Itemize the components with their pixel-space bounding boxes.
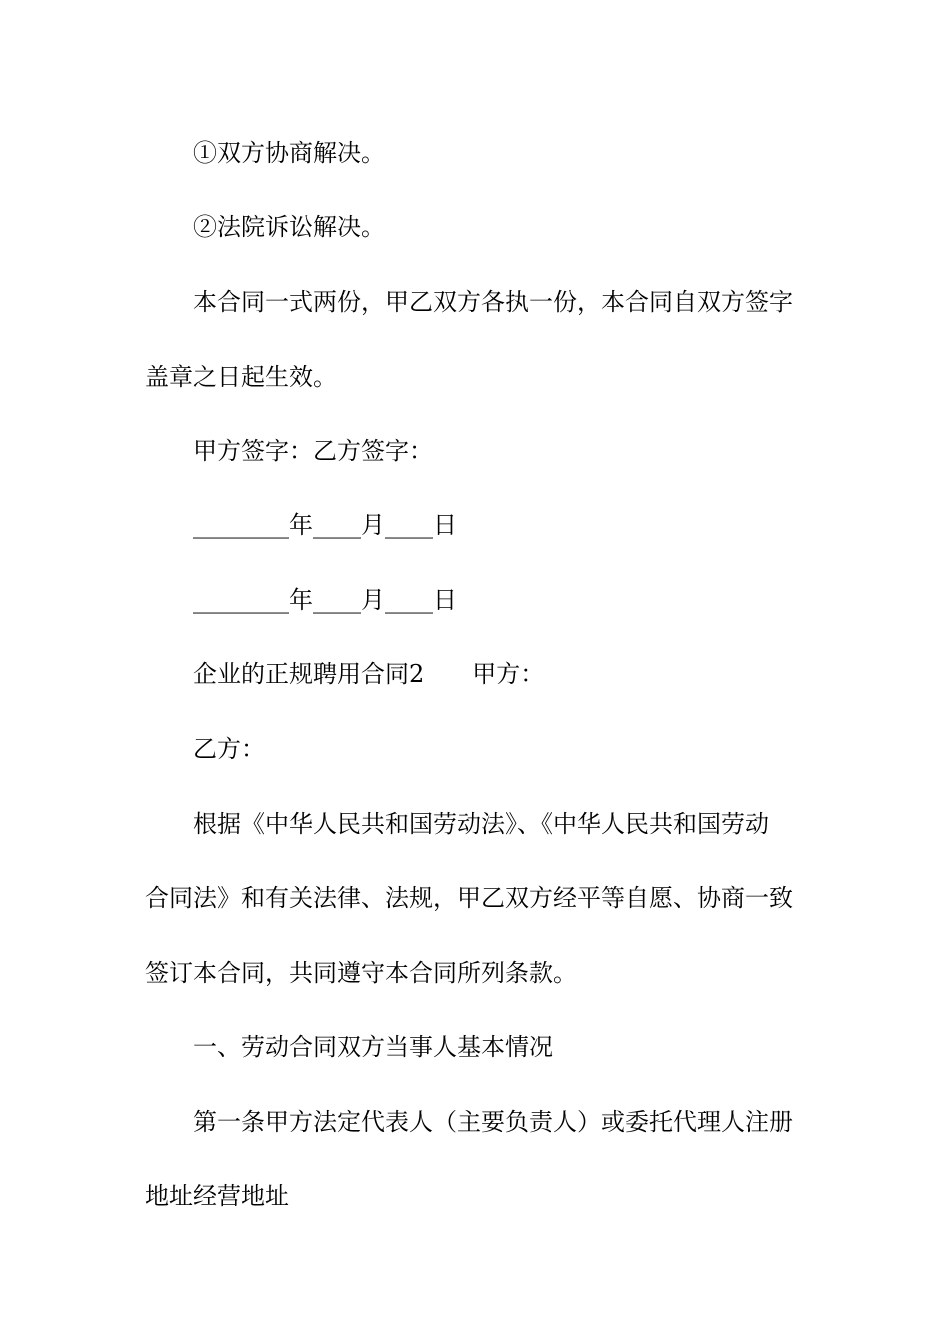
party-b-line: 乙方： — [193, 735, 265, 763]
paragraph-line: 合同法》和有关法律、法规，甲乙双方经平等自愿、协商一致 — [145, 884, 793, 912]
signature-label-line: 甲方签字：乙方签字： — [193, 437, 433, 465]
paragraph-line: 地址经营地址 — [145, 1182, 289, 1210]
paragraph-line: 根据《中华人民共和国劳动法》、《中华人民共和国劳动 — [193, 810, 769, 838]
date-line: ________年____月____日 — [193, 586, 457, 614]
section-heading: 一、劳动合同双方当事人基本情况 — [193, 1033, 553, 1061]
contract-heading-line: 企业的正规聘用合同2 甲方： — [193, 660, 545, 688]
paragraph-line: ②法院诉讼解决。 — [193, 213, 385, 241]
paragraph-line: 本合同一式两份，甲乙双方各执一份，本合同自双方签字 — [193, 288, 793, 316]
paragraph-line: 盖章之日起生效。 — [145, 363, 337, 391]
date-line: ________年____月____日 — [193, 511, 457, 539]
paragraph-line: 签订本合同，共同遵守本合同所列条款。 — [145, 959, 577, 987]
paragraph-line: ①双方协商解决。 — [193, 139, 385, 167]
paragraph-line: 第一条甲方法定代表人（主要负责人）或委托代理人注册 — [193, 1108, 793, 1136]
